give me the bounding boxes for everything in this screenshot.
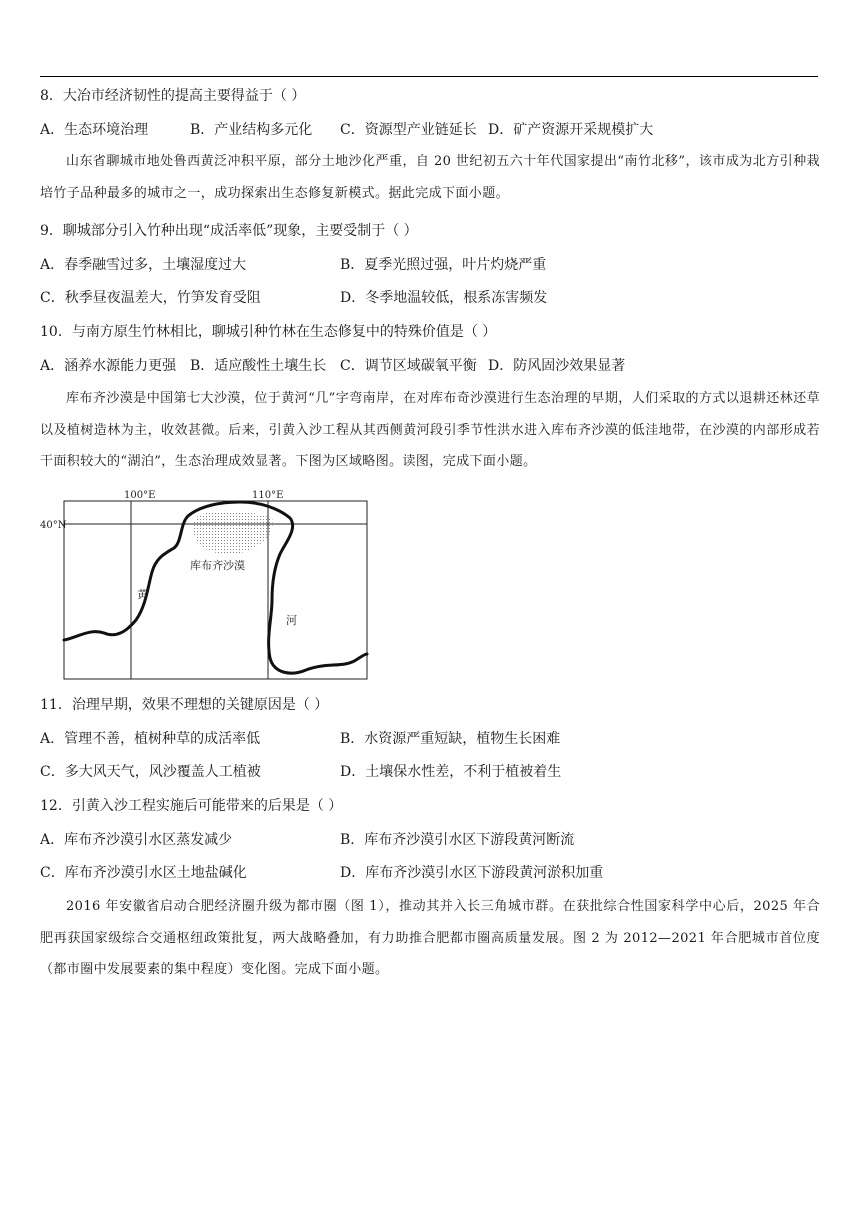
passage-kubuqi: 库布齐沙漠是中国第七大沙漠，位于黄河“几”字弯南岸，在对库布奇沙漠进行生态治理的早期，人们采取的方式以退耕还林还草以及植树造林为主，收效甚微。后来，引黄入沙工程从其西侧黄河段引季节性洪水进入库布齐沙漠的低洼地带，在沙漠的内部形成若干面积较大的“湖泊”，生态治理成效显著。下图为区域略图。读图，完成下面小题。 bbox=[40, 391, 820, 469]
passage-hefei: 2016 年安徽省启动合肥经济圈升级为都市圈（图 1），推动其并入长三角城市群。在获批综合性国家科学中心后，2025 年合肥再获国家级综合交通枢纽政策批复，两大战略叠加，有力助推合肥都市圈高质量发展。图 2 为 2012—2021 年合肥城市首位度（都市圈中发展要素的集中程度）变化图。完成下面小题。 bbox=[40, 899, 820, 977]
q12-option-a[interactable]: A．库布齐沙漠引水区蒸发减少 bbox=[40, 832, 233, 848]
q11-option-a[interactable]: A．管理不善，植树种草的成活率低 bbox=[40, 731, 261, 747]
q8-option-a[interactable]: A．生态环境治理 bbox=[40, 122, 149, 138]
q9-option-b[interactable]: B．夏季光照过强，叶片灼烧严重 bbox=[340, 257, 547, 273]
q8-option-c[interactable]: C．资源型产业链延长 bbox=[340, 122, 477, 138]
lon-100-label: 100°E bbox=[124, 490, 156, 501]
lon-110-label: 110°E bbox=[252, 490, 284, 501]
passage-liaocheng: 山东省聊城市地处鲁西黄泛冲积平原，部分土地沙化严重，自 20 世纪初五六十年代国家提出“南竹北移”，该市成为北方引种栽培竹子品种最多的城市之一，成功探索出生态修复新模式。据此完成下面小题。 bbox=[40, 154, 820, 201]
q8-option-d[interactable]: D．矿产资源开采规模扩大 bbox=[488, 122, 654, 138]
region-map bbox=[40, 488, 376, 684]
question-11-stem: 11．治理早期，效果不理想的关键原因是（ ） bbox=[40, 697, 329, 713]
desert-label: 库布齐沙漠 bbox=[190, 559, 245, 572]
q10-option-a[interactable]: A．涵养水源能力更强 bbox=[40, 358, 177, 374]
river-label-huang: 黄 bbox=[137, 588, 148, 601]
q10-option-c[interactable]: C．调节区域碳氧平衡 bbox=[340, 358, 477, 374]
q9-option-c[interactable]: C．秋季昼夜温差大，竹笋发育受阻 bbox=[40, 290, 261, 306]
q11-option-b[interactable]: B．水资源严重短缺，植物生长困难 bbox=[340, 731, 561, 747]
q11-option-c[interactable]: C．多大风天气，风沙覆盖人工植被 bbox=[40, 764, 261, 780]
q9-option-d[interactable]: D．冬季地温较低，根系冻害频发 bbox=[340, 290, 548, 306]
q12-option-d[interactable]: D．库布齐沙漠引水区下游段黄河淤积加重 bbox=[340, 865, 604, 881]
question-8-stem: 8．大冶市经济韧性的提高主要得益于（ ） bbox=[40, 88, 306, 104]
header-rule bbox=[40, 76, 818, 77]
q10-option-b[interactable]: B．适应酸性土壤生长 bbox=[190, 358, 327, 374]
q12-option-c[interactable]: C．库布齐沙漠引水区土地盐碱化 bbox=[40, 865, 247, 881]
lat-40-label: 40°N bbox=[40, 520, 67, 531]
desert-stipple bbox=[193, 511, 272, 554]
question-9-stem: 9．聊城部分引入竹种出现“成活率低”现象，主要受制于（ ） bbox=[40, 223, 418, 239]
question-10-stem: 10．与南方原生竹林相比，聊城引种竹林在生态修复中的特殊价值是（ ） bbox=[40, 324, 497, 340]
q10-option-d[interactable]: D．防风固沙效果显著 bbox=[488, 358, 626, 374]
q9-option-a[interactable]: A．春季融雪过多，土壤湿度过大 bbox=[40, 257, 247, 273]
q12-option-b[interactable]: B．库布齐沙漠引水区下游段黄河断流 bbox=[340, 832, 575, 848]
q8-option-b[interactable]: B．产业结构多元化 bbox=[190, 122, 313, 138]
river-label-he: 河 bbox=[286, 614, 297, 627]
question-12-stem: 12．引黄入沙工程实施后可能带来的后果是（ ） bbox=[40, 798, 343, 814]
q11-option-d[interactable]: D．土壤保水性差，不利于植被着生 bbox=[340, 764, 562, 780]
